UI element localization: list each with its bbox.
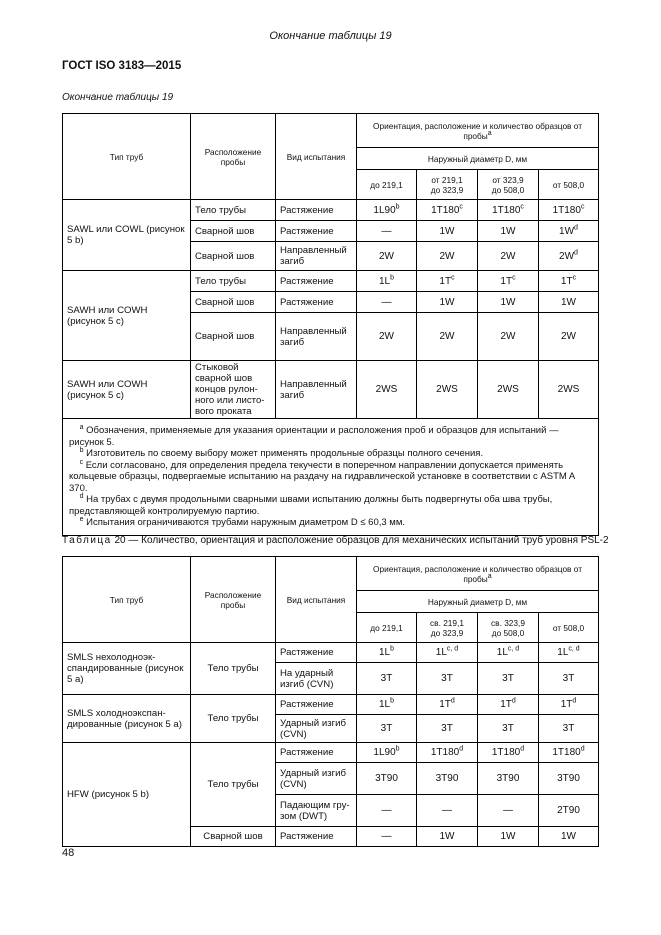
- sample-location-cell: Стыковой сварной шов концов рулон-ного или листо-вого проката: [191, 361, 276, 419]
- running-head: Окончание таблицы 19: [269, 30, 392, 42]
- value-cell: —: [478, 795, 539, 827]
- table19-continuation-label: Окончание таблицы 19: [62, 92, 174, 103]
- test-type-cell: Направленный загиб: [276, 313, 357, 361]
- header-pipe-type: Тип труб: [63, 114, 191, 200]
- table-row: [63, 200, 599, 221]
- value-cell: 3T90: [357, 763, 417, 795]
- value-cell: 1W: [417, 827, 478, 847]
- pipe-type-cell: SMLS холоднoэкспан-дированные (рисунок 5 a): [63, 695, 191, 743]
- header-diameter-range: от 219,1 до 323,9: [417, 170, 478, 200]
- value-cell: 2WS: [417, 361, 478, 419]
- page-number: 48: [62, 847, 75, 859]
- test-type-cell: Растяжение: [276, 292, 357, 313]
- value-cell: $1T^c$: [539, 271, 599, 292]
- value-cell: 3T90: [417, 763, 478, 795]
- sample-location-cell: Тело трубы: [191, 643, 276, 695]
- table20-caption: Таблица 20 — Количество, ориентация и расположение образцов для механических испытаний труб уровня PSL-2: [62, 535, 609, 546]
- value-cell: 3T: [478, 715, 539, 743]
- sample-location-cell: Сварной шов: [191, 313, 276, 361]
- value-cell: 2W: [357, 313, 417, 361]
- footnote: $^c$ Если согласовано, для определения предела текучести в поперечном направлении допускается применять кольцевые образцы, подвергаемые испытанию на раздачу на гидравлической установке в соответствии с ASTM A 370.: [69, 458, 575, 494]
- header-orientation: Ориентация, расположение и количество образцов от пробы$^a$: [357, 114, 599, 148]
- sample-location-cell: Сварной шов: [191, 827, 276, 847]
- table-19: [62, 113, 599, 536]
- value-cell: 2T90: [539, 795, 599, 827]
- sample-location-cell: Сварной шов: [191, 292, 276, 313]
- test-type-cell: Растяжение: [276, 271, 357, 292]
- value-cell: 2W: [539, 313, 599, 361]
- value-cell: 2W: [417, 242, 478, 271]
- value-cell: 1W: [417, 221, 478, 242]
- footnote: $^d$ На трубах с двумя продольными сварными швами испытанию должны быть подвергнуты оба шва трубы, представляющей контролируемую партию.: [69, 492, 553, 517]
- value-cell: 1W: [417, 292, 478, 313]
- table-row: [63, 743, 599, 763]
- value-cell: 1T180$^c$: [478, 200, 539, 221]
- value-cell: $1T^d$: [478, 695, 539, 715]
- test-type-cell: Направленный загиб: [276, 242, 357, 271]
- value-cell: —: [417, 795, 478, 827]
- value-cell: 2W: [478, 313, 539, 361]
- header-sample-location: Расположение пробы: [191, 557, 276, 643]
- header-diameter-range: от 323,9 до 508,0: [478, 170, 539, 200]
- header-diameter-range: св. 219,1 до 323,9: [417, 613, 478, 643]
- header-diameter-range: от 508,0: [539, 613, 599, 643]
- value-cell: 2W: [417, 313, 478, 361]
- footnote: $^b$ Изготовитель по своему выбору может применять продольные образцы полного сечения.: [79, 446, 484, 459]
- pipe-type-cell: SAWH или COWH (рисунок 5 c): [63, 361, 191, 419]
- value-cell: —: [357, 827, 417, 847]
- value-cell: 1W: [478, 221, 539, 242]
- value-cell: $2W^d$: [539, 242, 599, 271]
- pipe-type-cell: SAWH или COWH (рисунок 5 c): [63, 271, 191, 361]
- value-cell: 3T: [539, 663, 599, 695]
- footnote: $^a$ Обозначения, применяемые для указания ориентации и расположения проб и образцов для испытаний — рисунок 5.: [69, 423, 559, 448]
- pipe-type-cell: HFW (рисунок 5 b): [63, 743, 191, 847]
- value-cell: 1T180$^c$: [539, 200, 599, 221]
- header-diameter-range: от 508,0: [539, 170, 599, 200]
- header-outer-diameter: Наружный диаметр D, мм: [357, 591, 599, 613]
- value-cell: 1T180$^d$: [478, 743, 539, 763]
- value-cell: 3T: [357, 663, 417, 695]
- value-cell: $1T^d$: [417, 695, 478, 715]
- test-type-cell: Растяжение: [276, 643, 357, 663]
- table-row: [63, 695, 599, 715]
- value-cell: 3T: [357, 715, 417, 743]
- sample-location-cell: Тело трубы: [191, 200, 276, 221]
- value-cell: 1L90$^b$: [357, 200, 417, 221]
- value-cell: $1L^b$: [357, 643, 417, 663]
- value-cell: 3T: [478, 663, 539, 695]
- test-type-cell: Растяжение: [276, 200, 357, 221]
- value-cell: $1L^{c, d}$: [417, 643, 478, 663]
- test-type-cell: Направленный загиб: [276, 361, 357, 419]
- header-test-type: Вид испытания: [276, 114, 357, 200]
- value-cell: —: [357, 795, 417, 827]
- value-cell: 1W: [478, 292, 539, 313]
- value-cell: 3T90: [539, 763, 599, 795]
- table19-footnotes: [63, 419, 599, 536]
- pipe-type-cell: SAWL или COWL (рисунок 5 b): [63, 200, 191, 271]
- header-sample-location: Расположение пробы: [191, 114, 276, 200]
- value-cell: $1L^{c, d}$: [478, 643, 539, 663]
- value-cell: $1L^b$: [357, 271, 417, 292]
- test-type-cell: Растяжение: [276, 221, 357, 242]
- value-cell: 1W: [539, 292, 599, 313]
- value-cell: $1T^d$: [539, 695, 599, 715]
- test-type-cell: Падающим гру-зом (DWT): [276, 795, 357, 827]
- test-type-cell: На ударный изгиб (CVN): [276, 663, 357, 695]
- sample-location-cell: Тело трубы: [191, 695, 276, 743]
- value-cell: 3T90: [478, 763, 539, 795]
- sample-location-cell: Сварной шов: [191, 242, 276, 271]
- value-cell: $1T^c$: [478, 271, 539, 292]
- value-cell: $1W^d$: [539, 221, 599, 242]
- table-row: [63, 643, 599, 663]
- test-type-cell: Растяжение: [276, 743, 357, 763]
- value-cell: 3T: [417, 715, 478, 743]
- value-cell: 1W: [478, 827, 539, 847]
- test-type-cell: Ударный изгиб (CVN): [276, 715, 357, 743]
- header-diameter-range: до 219,1: [357, 613, 417, 643]
- header-pipe-type: Тип труб: [63, 557, 191, 643]
- value-cell: 1T180$^d$: [417, 743, 478, 763]
- value-cell: $1L^b$: [357, 695, 417, 715]
- sample-location-cell: Тело трубы: [191, 271, 276, 292]
- value-cell: 1L90$^b$: [357, 743, 417, 763]
- value-cell: 3T: [417, 663, 478, 695]
- value-cell: 1T180$^d$: [539, 743, 599, 763]
- value-cell: 2WS: [357, 361, 417, 419]
- value-cell: 1W: [539, 827, 599, 847]
- value-cell: —: [357, 292, 417, 313]
- value-cell: 2WS: [478, 361, 539, 419]
- test-type-cell: Ударный изгиб (CVN): [276, 763, 357, 795]
- table-row: [63, 271, 599, 292]
- header-test-type: Вид испытания: [276, 557, 357, 643]
- header-orientation: Ориентация, расположение и количество образцов от пробы$^a$: [357, 557, 599, 591]
- sample-location-cell: Сварной шов: [191, 221, 276, 242]
- header-outer-diameter: Наружный диаметр D, мм: [357, 148, 599, 170]
- table-row: [63, 361, 599, 419]
- value-cell: —: [357, 221, 417, 242]
- value-cell: $1L^{c, d}$: [539, 643, 599, 663]
- footnote: $^e$ Испытания ограничиваются трубами наружным диаметром D ≤ 60,3 мм.: [79, 515, 406, 528]
- value-cell: 2WS: [539, 361, 599, 419]
- test-type-cell: Растяжение: [276, 827, 357, 847]
- value-cell: 2W: [357, 242, 417, 271]
- value-cell: 1T180$^c$: [417, 200, 478, 221]
- standard-title: ГОСТ ISO 3183—2015: [62, 60, 182, 72]
- value-cell: 3T: [539, 715, 599, 743]
- test-type-cell: Растяжение: [276, 695, 357, 715]
- sample-location-cell: Тело трубы: [191, 743, 276, 827]
- pipe-type-cell: SMLS нехолоднoэк-спандированные (рисунок 5 a): [63, 643, 191, 695]
- value-cell: $1T^c$: [417, 271, 478, 292]
- value-cell: 2W: [478, 242, 539, 271]
- header-diameter-range: до 219,1: [357, 170, 417, 200]
- header-diameter-range: св. 323,9 до 508,0: [478, 613, 539, 643]
- table-20: [62, 556, 599, 847]
